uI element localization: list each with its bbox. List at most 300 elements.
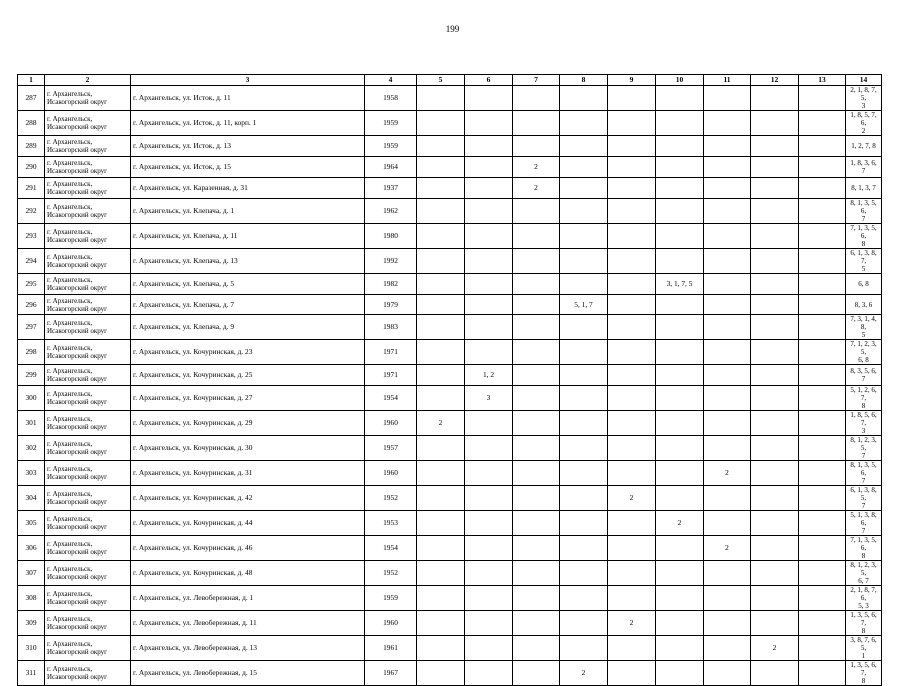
- col13-cell: [799, 86, 846, 111]
- col14-cell: 7, 1, 2, 3, 5, 6, 8: [846, 340, 882, 365]
- column-header-13: 13: [799, 75, 846, 86]
- address-cell: г. Архангельск, ул. Клепача, д. 13: [131, 248, 365, 273]
- table-row: [18, 340, 882, 365]
- year-cell: 1959: [365, 111, 417, 136]
- column-header-14: 14: [846, 75, 882, 86]
- col10-cell: [656, 486, 704, 511]
- address-cell: г. Архангельск, ул. Клепача, д. 11: [131, 223, 365, 248]
- address-cell: г. Архангельск, ул. Кочуринская, д. 44: [131, 511, 365, 536]
- col14-cell: 2, 1, 8, 7, 5, 3: [846, 86, 882, 111]
- col12-cell: [751, 315, 799, 340]
- year-cell: 1960: [365, 411, 417, 436]
- table-row: [18, 561, 882, 586]
- address-cell: г. Архангельск, ул. Кочуринская, д. 30: [131, 436, 365, 461]
- year-cell: 1983: [365, 315, 417, 340]
- row-number-cell: 299: [18, 365, 45, 386]
- col13-cell: [799, 111, 846, 136]
- row-number-cell: 289: [18, 136, 45, 157]
- col14-cell: 1, 8, 5, 7, 6, 2: [846, 111, 882, 136]
- col12-cell: [751, 365, 799, 386]
- row-number-cell: 290: [18, 156, 45, 177]
- year-cell: 1954: [365, 536, 417, 561]
- col12-cell: [751, 486, 799, 511]
- table-row: [18, 536, 882, 561]
- col5-cell: [417, 177, 465, 198]
- col9-cell: [608, 365, 656, 386]
- col6-cell: [465, 136, 513, 157]
- col8-cell: [560, 136, 608, 157]
- col5-cell: [417, 511, 465, 536]
- row-number-cell: 301: [18, 411, 45, 436]
- row-number-cell: 309: [18, 611, 45, 636]
- col8-cell: [560, 273, 608, 294]
- col10-cell: 3, 1, 7, 5: [656, 273, 704, 294]
- col11-cell: [704, 273, 751, 294]
- address-cell: г. Архангельск, ул. Кочуринская, д. 31: [131, 461, 365, 486]
- col5-cell: [417, 223, 465, 248]
- col6-cell: [465, 198, 513, 223]
- col13-cell: [799, 248, 846, 273]
- col8-cell: [560, 386, 608, 411]
- row-number-cell: 310: [18, 636, 45, 661]
- row-number-cell: 294: [18, 248, 45, 273]
- address-cell: г. Архангельск, ул. Левобережная, д. 1: [131, 586, 365, 611]
- col14-cell: 8, 3, 5, 6, 7: [846, 365, 882, 386]
- col6-cell: [465, 248, 513, 273]
- col13-cell: [799, 661, 846, 686]
- district-cell: г. Архангельск, Исакогорский округ: [45, 461, 131, 486]
- table-row: [18, 365, 882, 386]
- col10-cell: [656, 315, 704, 340]
- address-cell: г. Архангельск, ул. Кочуринская, д. 23: [131, 340, 365, 365]
- col6-cell: 1, 2: [465, 365, 513, 386]
- col5-cell: 2: [417, 411, 465, 436]
- row-number-cell: 293: [18, 223, 45, 248]
- col13-cell: [799, 365, 846, 386]
- col7-cell: [513, 536, 560, 561]
- col12-cell: [751, 536, 799, 561]
- col11-cell: [704, 661, 751, 686]
- col12-cell: [751, 411, 799, 436]
- col10-cell: [656, 86, 704, 111]
- col14-cell: 7, 3, 1, 4, 8, 5: [846, 315, 882, 340]
- col13-cell: [799, 436, 846, 461]
- col8-cell: [560, 586, 608, 611]
- col11-cell: [704, 248, 751, 273]
- col13-cell: [799, 223, 846, 248]
- col5-cell: [417, 536, 465, 561]
- col6-cell: [465, 411, 513, 436]
- col9-cell: [608, 661, 656, 686]
- col7-cell: [513, 411, 560, 436]
- table-row: [18, 386, 882, 411]
- col8-cell: [560, 411, 608, 436]
- col6-cell: [465, 340, 513, 365]
- col7-cell: [513, 661, 560, 686]
- col9-cell: [608, 111, 656, 136]
- year-cell: 1971: [365, 340, 417, 365]
- col9-cell: [608, 177, 656, 198]
- col10-cell: [656, 198, 704, 223]
- col11-cell: 2: [704, 536, 751, 561]
- year-cell: 1967: [365, 661, 417, 686]
- col6-cell: [465, 611, 513, 636]
- col8-cell: [560, 315, 608, 340]
- col5-cell: [417, 198, 465, 223]
- col7-cell: [513, 198, 560, 223]
- address-cell: г. Архангельск, ул. Исток, д. 11: [131, 86, 365, 111]
- col7-cell: [513, 511, 560, 536]
- col5-cell: [417, 273, 465, 294]
- col11-cell: [704, 411, 751, 436]
- year-cell: 1952: [365, 486, 417, 511]
- year-cell: 1980: [365, 223, 417, 248]
- col11-cell: [704, 586, 751, 611]
- col9-cell: [608, 136, 656, 157]
- district-cell: г. Архангельск, Исакогорский округ: [45, 586, 131, 611]
- row-number-cell: 302: [18, 436, 45, 461]
- row-number-cell: 305: [18, 511, 45, 536]
- col13-cell: [799, 511, 846, 536]
- row-number-cell: 311: [18, 661, 45, 686]
- col10-cell: [656, 461, 704, 486]
- col13-cell: [799, 340, 846, 365]
- col6-cell: [465, 315, 513, 340]
- col10-cell: [656, 436, 704, 461]
- col5-cell: [417, 294, 465, 315]
- row-number-cell: 304: [18, 486, 45, 511]
- col9-cell: [608, 436, 656, 461]
- col7-cell: [513, 561, 560, 586]
- col8-cell: [560, 177, 608, 198]
- table-row: [18, 111, 882, 136]
- col7-cell: [513, 294, 560, 315]
- table-header-row: [18, 75, 882, 86]
- col8-cell: [560, 536, 608, 561]
- col14-cell: 7, 1, 3, 5, 6, 8: [846, 536, 882, 561]
- col9-cell: [608, 461, 656, 486]
- col11-cell: [704, 436, 751, 461]
- table-row: [18, 586, 882, 611]
- col12-cell: [751, 461, 799, 486]
- district-cell: г. Архангельск, Исакогорский округ: [45, 486, 131, 511]
- col12-cell: [751, 136, 799, 157]
- col14-cell: 8, 1, 3, 7: [846, 177, 882, 198]
- col9-cell: [608, 156, 656, 177]
- col11-cell: [704, 386, 751, 411]
- col9-cell: [608, 586, 656, 611]
- district-cell: г. Архангельск, Исакогорский округ: [45, 248, 131, 273]
- row-number-cell: 306: [18, 536, 45, 561]
- col8-cell: 5, 1, 7: [560, 294, 608, 315]
- row-number-cell: 300: [18, 386, 45, 411]
- district-cell: г. Архангельск, Исакогорский округ: [45, 636, 131, 661]
- col7-cell: [513, 611, 560, 636]
- col8-cell: [560, 611, 608, 636]
- col5-cell: [417, 111, 465, 136]
- row-number-cell: 295: [18, 273, 45, 294]
- col11-cell: [704, 486, 751, 511]
- col6-cell: [465, 156, 513, 177]
- col11-cell: [704, 136, 751, 157]
- col6-cell: [465, 436, 513, 461]
- col9-cell: [608, 248, 656, 273]
- housing-register-table: [17, 74, 882, 686]
- col7-cell: [513, 486, 560, 511]
- col5-cell: [417, 340, 465, 365]
- col8-cell: [560, 198, 608, 223]
- col14-cell: 2, 1, 8, 7, 6, 5, 3: [846, 586, 882, 611]
- address-cell: г. Архангельск, ул. Кочуринская, д. 42: [131, 486, 365, 511]
- col12-cell: [751, 586, 799, 611]
- col8-cell: [560, 340, 608, 365]
- col6-cell: [465, 561, 513, 586]
- column-header-6: 6: [465, 75, 513, 86]
- col9-cell: [608, 294, 656, 315]
- col7-cell: [513, 248, 560, 273]
- district-cell: г. Архангельск, Исакогорский округ: [45, 511, 131, 536]
- col10-cell: [656, 386, 704, 411]
- col11-cell: [704, 315, 751, 340]
- district-cell: г. Архангельск, Исакогорский округ: [45, 411, 131, 436]
- col5-cell: [417, 386, 465, 411]
- table-row: [18, 461, 882, 486]
- district-cell: г. Архангельск, Исакогорский округ: [45, 340, 131, 365]
- col8-cell: [560, 486, 608, 511]
- col7-cell: [513, 365, 560, 386]
- year-cell: 1959: [365, 136, 417, 157]
- table-row: [18, 315, 882, 340]
- col8-cell: [560, 461, 608, 486]
- col6-cell: [465, 661, 513, 686]
- col12-cell: [751, 223, 799, 248]
- col12-cell: [751, 177, 799, 198]
- col11-cell: [704, 294, 751, 315]
- col10-cell: [656, 365, 704, 386]
- col12-cell: [751, 248, 799, 273]
- district-cell: г. Архангельск, Исакогорский округ: [45, 223, 131, 248]
- col6-cell: [465, 461, 513, 486]
- row-number-cell: 308: [18, 586, 45, 611]
- col7-cell: [513, 386, 560, 411]
- column-header-2: 2: [45, 75, 131, 86]
- district-cell: г. Архангельск, Исакогорский округ: [45, 386, 131, 411]
- col11-cell: [704, 177, 751, 198]
- col11-cell: [704, 223, 751, 248]
- year-cell: 1937: [365, 177, 417, 198]
- column-header-11: 11: [704, 75, 751, 86]
- address-cell: г. Архангельск, ул. Левобережная, д. 15: [131, 661, 365, 686]
- district-cell: г. Архангельск, Исакогорский округ: [45, 436, 131, 461]
- row-number-cell: 297: [18, 315, 45, 340]
- year-cell: 1979: [365, 294, 417, 315]
- col14-cell: 8, 1, 2, 3, 5, 6, 7: [846, 561, 882, 586]
- col13-cell: [799, 486, 846, 511]
- table-row: [18, 436, 882, 461]
- address-cell: г. Архангельск, ул. Кочуринская, д. 48: [131, 561, 365, 586]
- column-header-7: 7: [513, 75, 560, 86]
- col7-cell: [513, 461, 560, 486]
- col10-cell: 2: [656, 511, 704, 536]
- col14-cell: 8, 1, 3, 5, 6, 7: [846, 198, 882, 223]
- table-row: [18, 86, 882, 111]
- col9-cell: 2: [608, 486, 656, 511]
- col12-cell: [751, 340, 799, 365]
- table-row: [18, 486, 882, 511]
- table-row: [18, 273, 882, 294]
- col10-cell: [656, 156, 704, 177]
- col5-cell: [417, 315, 465, 340]
- col9-cell: [608, 386, 656, 411]
- district-cell: г. Архангельск, Исакогорский округ: [45, 365, 131, 386]
- col5-cell: [417, 461, 465, 486]
- col8-cell: [560, 156, 608, 177]
- district-cell: г. Архангельск, Исакогорский округ: [45, 86, 131, 111]
- col11-cell: [704, 611, 751, 636]
- col12-cell: [751, 611, 799, 636]
- address-cell: г. Архангельск, ул. Исток, д. 13: [131, 136, 365, 157]
- col13-cell: [799, 586, 846, 611]
- col9-cell: [608, 198, 656, 223]
- col7-cell: [513, 340, 560, 365]
- address-cell: г. Архангельск, ул. Исток, д. 15: [131, 156, 365, 177]
- col9-cell: [608, 340, 656, 365]
- col9-cell: [608, 315, 656, 340]
- col5-cell: [417, 611, 465, 636]
- row-number-cell: 288: [18, 111, 45, 136]
- year-cell: 1954: [365, 386, 417, 411]
- table-row: [18, 661, 882, 686]
- column-header-1: 1: [18, 75, 45, 86]
- col14-cell: 5, 1, 3, 8, 6, 7: [846, 511, 882, 536]
- col13-cell: [799, 136, 846, 157]
- col11-cell: [704, 156, 751, 177]
- col5-cell: [417, 436, 465, 461]
- district-cell: г. Архангельск, Исакогорский округ: [45, 156, 131, 177]
- col13-cell: [799, 411, 846, 436]
- col5-cell: [417, 486, 465, 511]
- table-row: [18, 294, 882, 315]
- col10-cell: [656, 177, 704, 198]
- col12-cell: [751, 511, 799, 536]
- col5-cell: [417, 156, 465, 177]
- district-cell: г. Архангельск, Исакогорский округ: [45, 561, 131, 586]
- col14-cell: 6, 8: [846, 273, 882, 294]
- table-body: [18, 86, 882, 686]
- year-cell: 1952: [365, 561, 417, 586]
- col6-cell: [465, 536, 513, 561]
- col5-cell: [417, 586, 465, 611]
- table-row: [18, 136, 882, 157]
- address-cell: г. Архангельск, ул. Левобережная, д. 11: [131, 611, 365, 636]
- col9-cell: [608, 561, 656, 586]
- year-cell: 1992: [365, 248, 417, 273]
- col13-cell: [799, 198, 846, 223]
- district-cell: г. Архангельск, Исакогорский округ: [45, 198, 131, 223]
- col14-cell: 1, 3, 5, 6, 7, 8: [846, 611, 882, 636]
- col10-cell: [656, 340, 704, 365]
- col11-cell: 2: [704, 461, 751, 486]
- col6-cell: [465, 586, 513, 611]
- row-number-cell: 303: [18, 461, 45, 486]
- col14-cell: 1, 8, 5, 6, 7, 3: [846, 411, 882, 436]
- col14-cell: 3, 8, 7, 6, 5, 1: [846, 636, 882, 661]
- col10-cell: [656, 223, 704, 248]
- col9-cell: [608, 536, 656, 561]
- row-number-cell: 296: [18, 294, 45, 315]
- district-cell: г. Архангельск, Исакогорский округ: [45, 294, 131, 315]
- col6-cell: [465, 111, 513, 136]
- col8-cell: [560, 111, 608, 136]
- table-row: [18, 411, 882, 436]
- table-row: [18, 248, 882, 273]
- district-cell: г. Архангельск, Исакогорский округ: [45, 136, 131, 157]
- col10-cell: [656, 586, 704, 611]
- col10-cell: [656, 611, 704, 636]
- col11-cell: [704, 198, 751, 223]
- col6-cell: [465, 86, 513, 111]
- col9-cell: [608, 273, 656, 294]
- col14-cell: 5, 1, 2, 6, 7, 8: [846, 386, 882, 411]
- col6-cell: [465, 273, 513, 294]
- address-cell: г. Архангельск, ул. Кочуринская, д. 27: [131, 386, 365, 411]
- row-number-cell: 298: [18, 340, 45, 365]
- row-number-cell: 291: [18, 177, 45, 198]
- col12-cell: [751, 294, 799, 315]
- district-cell: г. Архангельск, Исакогорский округ: [45, 273, 131, 294]
- address-cell: г. Архангельск, ул. Каразенная, д. 31: [131, 177, 365, 198]
- table-row: [18, 198, 882, 223]
- district-cell: г. Архангельск, Исакогорский округ: [45, 315, 131, 340]
- col7-cell: [513, 136, 560, 157]
- col7-cell: [513, 315, 560, 340]
- col11-cell: [704, 511, 751, 536]
- district-cell: г. Архангельск, Исакогорский округ: [45, 611, 131, 636]
- year-cell: 1959: [365, 586, 417, 611]
- col13-cell: [799, 561, 846, 586]
- year-cell: 1957: [365, 436, 417, 461]
- col9-cell: [608, 86, 656, 111]
- col10-cell: [656, 111, 704, 136]
- col12-cell: [751, 273, 799, 294]
- col5-cell: [417, 86, 465, 111]
- address-cell: г. Архангельск, ул. Клепача, д. 7: [131, 294, 365, 315]
- col13-cell: [799, 177, 846, 198]
- col8-cell: [560, 561, 608, 586]
- col6-cell: [465, 511, 513, 536]
- col9-cell: [608, 511, 656, 536]
- col12-cell: [751, 156, 799, 177]
- col11-cell: [704, 365, 751, 386]
- col6-cell: 3: [465, 386, 513, 411]
- col8-cell: [560, 223, 608, 248]
- col13-cell: [799, 315, 846, 340]
- address-cell: г. Архангельск, ул. Клепача, д. 9: [131, 315, 365, 340]
- col13-cell: [799, 294, 846, 315]
- col10-cell: [656, 248, 704, 273]
- col12-cell: [751, 436, 799, 461]
- column-header-12: 12: [751, 75, 799, 86]
- row-number-cell: 287: [18, 86, 45, 111]
- col11-cell: [704, 561, 751, 586]
- col8-cell: [560, 248, 608, 273]
- col9-cell: 2: [608, 611, 656, 636]
- col8-cell: 2: [560, 661, 608, 686]
- col12-cell: 2: [751, 636, 799, 661]
- col5-cell: [417, 561, 465, 586]
- row-number-cell: 292: [18, 198, 45, 223]
- row-number-cell: 307: [18, 561, 45, 586]
